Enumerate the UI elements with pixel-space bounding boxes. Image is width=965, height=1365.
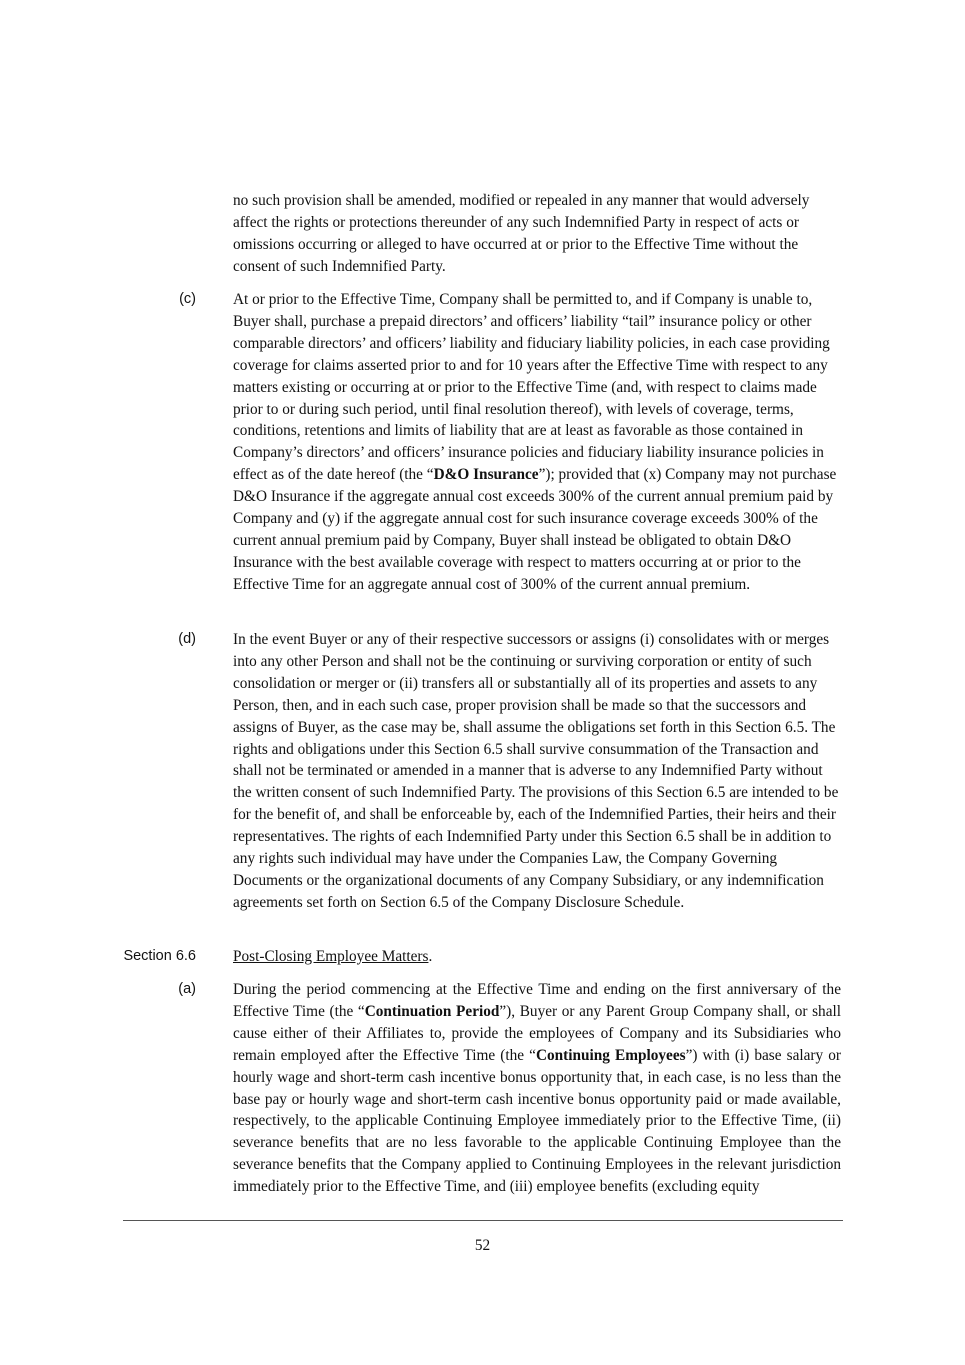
carryover-paragraph bbox=[233, 190, 841, 278]
section-6-6-period: . bbox=[428, 948, 433, 965]
clause-label-a: (a) bbox=[178, 981, 196, 997]
clause-c-paragraph bbox=[233, 289, 841, 596]
clause-label-c: (c) bbox=[179, 291, 196, 307]
section-6-6-heading bbox=[233, 946, 841, 968]
defined-term-continuing-employees: Continuing Employees bbox=[535, 1046, 686, 1064]
clause-a-text-1: During the period commencing at the Effective Time and ending on the first anniversary of the Effective Time (the “ bbox=[233, 981, 841, 1020]
clause-d-paragraph bbox=[233, 629, 841, 914]
clause-label-d: (d) bbox=[178, 631, 196, 647]
defined-term-do-insurance: D&O Insurance bbox=[433, 466, 539, 484]
section-label-6-6: Section 6.6 bbox=[123, 948, 196, 964]
carryover-text: no such provision shall be amended, modified or repealed in any manner that would adversely affect the rights or protections thereunder of any such Indemnified Party in respect of acts or omissions occurring or alleged to have occurred at or prior to the Effective Time without the consent of such Indemnified Party. bbox=[233, 192, 810, 275]
section-6-6-title: Post-Closing Employee Matters bbox=[233, 948, 429, 965]
footer-rule bbox=[123, 1220, 843, 1221]
defined-term-continuation-period: Continuation Period bbox=[364, 1002, 500, 1020]
clause-d-text: In the event Buyer or any of their respective successors or assigns (i) consolidates with or merges into any other Person and shall not be the continuing or surviving corporation or entity of such consolidation or merger or (ii) transfers all or substantially all of its properties and assets to any Person, then, and in each such case, proper provision shall be made so that the successors and assigns of Buyer, as the case may be, shall assume the obligations set forth in this Section 6.5. The rights and obligations under this Section 6.5 shall survive consummation of the Transaction and shall not be terminated or amended in a manner that is adverse to any Indemnified Party without the written consent of such Indemnified Party. The provisions of this Section 6.5 are intended to be for the benefit of, and shall be enforceable by, each of the Indemnified Parties, their heirs and their representatives. The rights of each Indemnified Party under this Section 6.5 shall be in addition to any rights such individual may have under the Companies Law, the Company Governing Documents or the organizational documents of any Company Subsidiary, or any indemnification agreements set forth on Section 6.5 of the Company Disclosure Schedule. bbox=[233, 631, 839, 911]
clause-a-text-2: ”), Buyer or any Parent Group Company shall, or shall cause either of their Affiliates to, provide the employees of Company and its Subsidiaries who remain employed after the Effective Time (the “ bbox=[233, 1002, 841, 1064]
clause-a-paragraph bbox=[233, 979, 841, 1198]
clause-c-text-2: ”); provided that (x) Company may not purchase D&O Insurance if the aggregate annual cost exceeds 300% of the current annual premium paid by Company and (y) if the aggregate annual cost for such insurance coverage exceeds 300% of the current annual premium paid by Company, Buyer shall instead be obligated to obtain D&O Insurance with the best available coverage with respect to matters occurring at or prior to the Effective Time for an aggregate annual cost of 300% of the current annual premium. bbox=[233, 466, 837, 593]
page-number: 52 bbox=[474, 1237, 491, 1254]
clause-c-text-1: At or prior to the Effective Time, Company shall be permitted to, and if Company is unable to, Buyer shall, purchase a prepaid directors’ and officers’ liability “tail” insurance policy or other comparable directors’ and officers’ liability and fiduciary liability policies, in each case providing coverage for claims asserted prior to and for 10 years after the Effective Time with respect to any matters existing or occurring at or prior to the Effective Time (and, with respect to claims made prior to or during such period, until final resolution thereof), with levels of coverage, terms, conditions, retentions and limits of liability that are at least as favorable as those contained in Company’s directors’ and officers’ insurance policies and fiduciary liability insurance policies in effect as of the date hereof (the “ bbox=[233, 291, 830, 484]
clause-a-text-3: ”) with (i) base salary or hourly wage and short-term cash incentive bonus opportunity that, in each case, is no less than the base pay or hourly wage and short-term cash incentive bonus opportunity paid or made available, respectively, to the applicable Continuing Employee immediately prior to the Effective Time, (ii) severance benefits that are no less favorable to the applicable Continuing Employee than the severance benefits that the Company applied to Continuing Employees in the relevant jurisdiction immediately prior to the Effective Time, and (iii) employee benefits (excluding equity bbox=[233, 1046, 841, 1196]
